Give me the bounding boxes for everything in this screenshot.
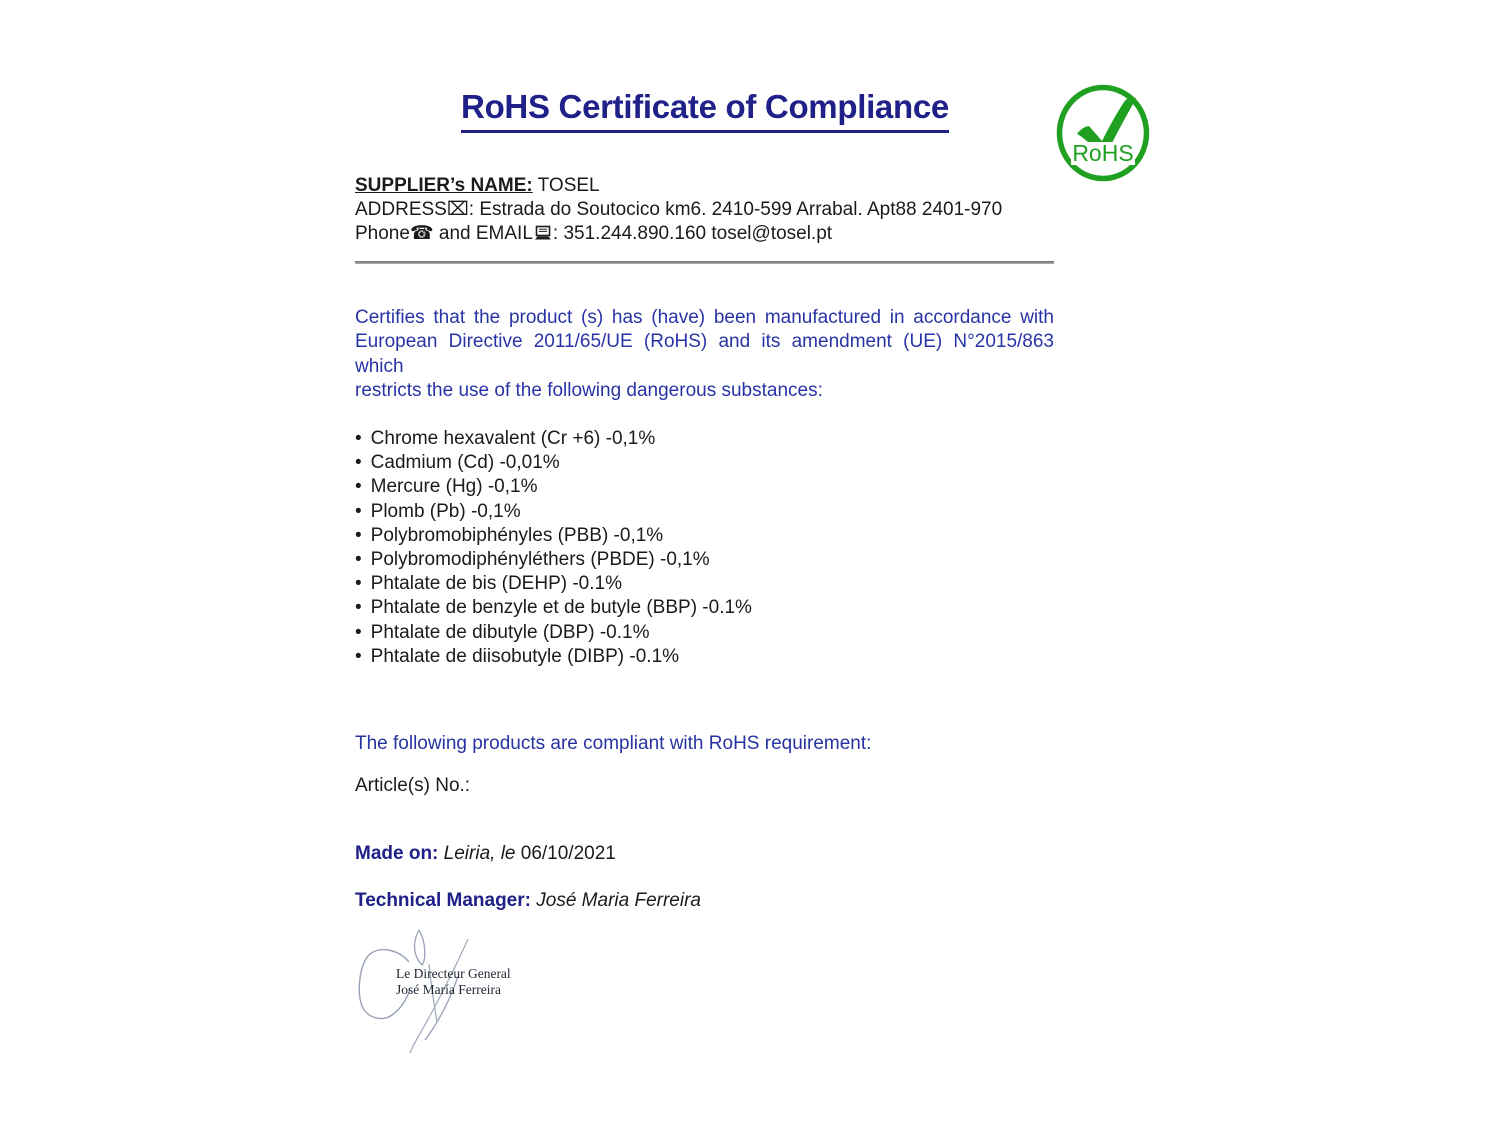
substance-item: • Phtalate de diisobutyle (DIBP) -0.1%	[355, 645, 752, 669]
supplier-name-value: TOSEL	[532, 175, 600, 196]
certification-line: Certifies that the product (s) has (have) been manufactured in accordance with	[355, 307, 1054, 328]
substance-item: • Polybromodiphényléthers (PBDE) -0,1%	[355, 548, 752, 572]
made-on-date: 06/10/2021	[520, 843, 616, 864]
technical-manager-label: Technical Manager:	[355, 890, 531, 911]
divider-rule	[355, 261, 1054, 264]
compliance-note: The following products are compliant with RoHS requirement:	[355, 733, 872, 754]
made-on-label: Made on:	[355, 843, 439, 864]
envelope-icon: ⌧	[446, 199, 469, 220]
substances-list	[355, 427, 752, 669]
supplier-block	[355, 174, 1055, 246]
signature-text	[396, 966, 511, 997]
substance-item: • Phtalate de bis (DEHP) -0.1%	[355, 572, 752, 596]
technical-manager-line	[355, 890, 701, 912]
substance-item: • Chrome hexavalent (Cr +6) -0,1%	[355, 427, 752, 451]
supplier-name-line	[355, 174, 1055, 198]
supplier-address-line	[355, 198, 1055, 222]
substance-item: • Mercure (Hg) -0,1%	[355, 475, 752, 499]
certification-paragraph	[355, 306, 1054, 404]
technical-manager-name: José Maria Ferreira	[530, 890, 701, 911]
signature-title: Le Directeur General	[396, 966, 511, 981]
rohs-logo-label: RoHS	[1072, 140, 1134, 166]
made-on-line	[355, 843, 616, 865]
signature-name: José María Ferreira	[396, 981, 501, 997]
rohs-logo-graphic	[1056, 84, 1150, 184]
substance-item: • Phtalate de benzyle et de butyle (BBP) -0.1%	[355, 596, 752, 620]
rohs-logo	[1056, 84, 1150, 184]
phone-label: Phone	[355, 223, 410, 244]
contact-value: : 351.244.890.160 tosel@tosel.pt	[552, 223, 833, 244]
email-label: and EMAIL	[433, 223, 533, 244]
phone-icon: ☎	[409, 223, 434, 244]
title-wrap	[355, 88, 1055, 133]
substance-item: • Polybromobiphényles (PBB) -0,1%	[355, 524, 752, 548]
address-value: : Estrada do Soutocico km6. 2410-599 Arrabal. Apt88 2401-970	[468, 199, 1003, 220]
address-label: ADDRESS	[355, 199, 447, 220]
certification-line: restricts the use of the following dangerous substances:	[355, 380, 823, 402]
supplier-contact-line	[355, 222, 1055, 246]
page-title: RoHS Certificate of Compliance	[461, 88, 949, 133]
article-number-line: Article(s) No.:	[355, 775, 471, 796]
certification-line: European Directive 2011/65/UE (RoHS) and its amendment (UE) N°2015/863 which	[355, 331, 1054, 377]
substance-item: • Phtalate de dibutyle (DBP) -0.1%	[355, 621, 752, 645]
computer-icon	[534, 225, 552, 241]
supplier-name-label: SUPPLIER’s NAME:	[355, 175, 533, 196]
made-on-place: Leiria, le	[438, 843, 521, 864]
substance-item: • Plomb (Pb) -0,1%	[355, 500, 752, 524]
substance-item: • Cadmium (Cd) -0,01%	[355, 451, 752, 475]
